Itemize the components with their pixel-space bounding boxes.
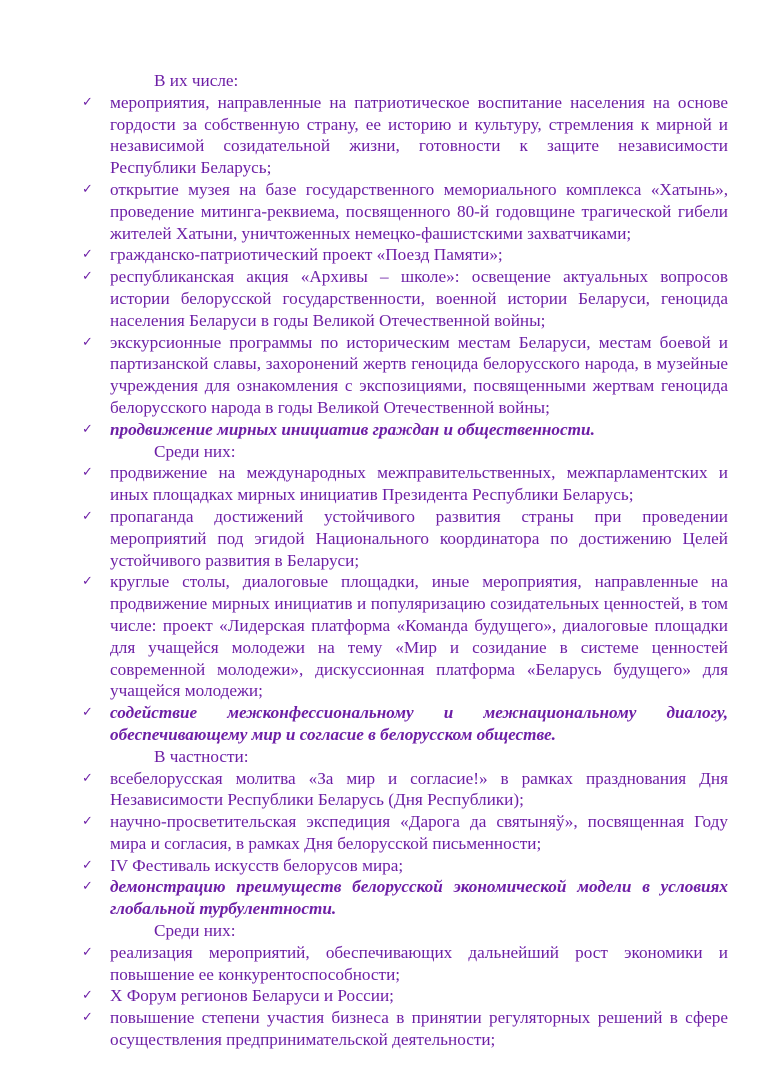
check-mark-icon: ✓	[82, 857, 93, 873]
list-item	[80, 1007, 728, 1051]
list-item	[80, 811, 728, 855]
check-mark-icon: ✓	[82, 705, 93, 721]
list-item-text: мероприятия, направленные на патриотическое воспитание населения на основе гордости за собственную страну, ее историю и культуру, стремления к мирной и независимой созидательной жизни, готовности к защите независимости Республики Беларусь;	[110, 92, 728, 178]
list-item-text: открытие музея на базе государственного мемориального комплекса «Хатынь», проведение митинга-реквиема, посвященного 80-й годовщине трагической гибели жителей Хатыни, уничтоженных немецко-фашистскими захватчиками;	[110, 179, 728, 243]
check-mark-icon: ✓	[82, 574, 93, 590]
check-mark-icon: ✓	[82, 770, 93, 786]
list-item	[80, 942, 728, 986]
section-intro: Среди них:	[154, 441, 236, 461]
section-heading: содействие межконфессиональному и межнациональному диалогу, обеспечивающему мир и согласие в белорусском обществе.	[110, 703, 728, 744]
list-item-text: экскурсионные программы по историческим местам Беларуси, местам боевой и партизанской славы, захоронений жертв геноцида белорусского народа, в музейные учреждения для ознакомления с экспозициями, посвященными жертвам геноцида белорусского народа в годы Великой Отечественной войны;	[110, 332, 728, 417]
check-mark-icon: ✓	[82, 465, 93, 481]
check-mark-icon: ✓	[82, 879, 93, 895]
bullet-list	[80, 462, 728, 745]
list-item	[80, 266, 728, 331]
list-item-text: научно-просветительская экспедиция «Дарога да святыняў», посвященная Году мира и согласия, в рамках Дня белорусской письменности;	[110, 812, 728, 853]
list-item-text: пропаганда достижений устойчивого развития страны при проведении мероприятий под эгидой Национального координатора по достижению Целей устойчивого развития в Беларуси;	[110, 506, 728, 570]
list-item-text: реализация мероприятий, обеспечивающих дальнейший рост экономики и повышение ее конкурентоспособности;	[110, 942, 728, 984]
list-item-text: X Форум регионов Беларуси и России;	[110, 986, 394, 1006]
check-mark-icon: ✓	[82, 269, 93, 285]
list-item	[80, 768, 728, 812]
check-mark-icon: ✓	[82, 181, 93, 197]
bullet-list	[80, 92, 728, 441]
list-item	[80, 332, 728, 419]
list-item-text: всебелорусская молитва «За мир и согласие!» в рамках празднования Дня Независимости Республики Беларусь (Дня Республики);	[110, 768, 728, 810]
check-mark-icon: ✓	[82, 944, 93, 960]
bullet-list	[80, 942, 728, 1051]
check-mark-icon: ✓	[82, 334, 93, 350]
list-item-text: республиканская акция «Архивы – школе»: освещение актуальных вопросов истории белорусской государственности, военной истории Беларуси, геноцида населения Беларуси в годы Великой Отечественной войны;	[110, 267, 728, 330]
list-item	[80, 179, 728, 244]
section-heading: демонстрацию преимуществ белорусской экономической модели в условиях глобальной турбулентности.	[110, 877, 728, 919]
check-mark-icon: ✓	[82, 814, 93, 830]
list-item	[80, 571, 728, 702]
check-mark-icon: ✓	[82, 94, 93, 110]
section-heading-item	[80, 702, 728, 746]
section-heading: продвижение мирных инициатив граждан и общественности.	[110, 419, 595, 439]
list-item-text: IV Фестиваль искусств белорусов мира;	[110, 855, 404, 875]
section-intro: В их числе:	[154, 71, 239, 90]
check-mark-icon: ✓	[82, 247, 93, 263]
bullet-list	[80, 768, 728, 921]
check-mark-icon: ✓	[82, 421, 93, 437]
section-intro: Среди них:	[154, 921, 236, 941]
list-item	[80, 462, 728, 506]
list-item-text: продвижение на международных межправительственных, межпарламентских и иных площадках мирных инициатив Президента Республики Беларусь;	[110, 463, 728, 505]
list-item	[80, 985, 728, 1007]
section-heading-item	[80, 419, 728, 441]
list-item-text: гражданско-патриотический проект «Поезд Памяти»;	[110, 245, 503, 265]
list-item	[80, 855, 728, 877]
list-item-text: круглые столы, диалоговые площадки, иные мероприятия, направленные на продвижение мирных инициатив и популяризацию созидательных ценностей, в том числе: проект «Лидерская платформа «Команда будущего», диалоговые площадки для учащейся молодежи на тему «Мир и созидание в системе ценностей современной молодежи», дискуссионная платформа «Беларусь будущего» для учащейся молодежи;	[110, 572, 728, 701]
list-item	[80, 506, 728, 571]
list-item-text: повышение степени участия бизнеса в принятии регуляторных решений в сфере осуществления предпринимательской деятельности;	[110, 1008, 728, 1050]
list-item	[80, 92, 728, 179]
section-heading-item	[80, 876, 728, 920]
check-mark-icon: ✓	[82, 988, 93, 1004]
check-mark-icon: ✓	[82, 508, 93, 524]
list-item	[80, 244, 728, 266]
section-intro: В частности:	[154, 746, 249, 766]
check-mark-icon: ✓	[82, 1010, 93, 1026]
